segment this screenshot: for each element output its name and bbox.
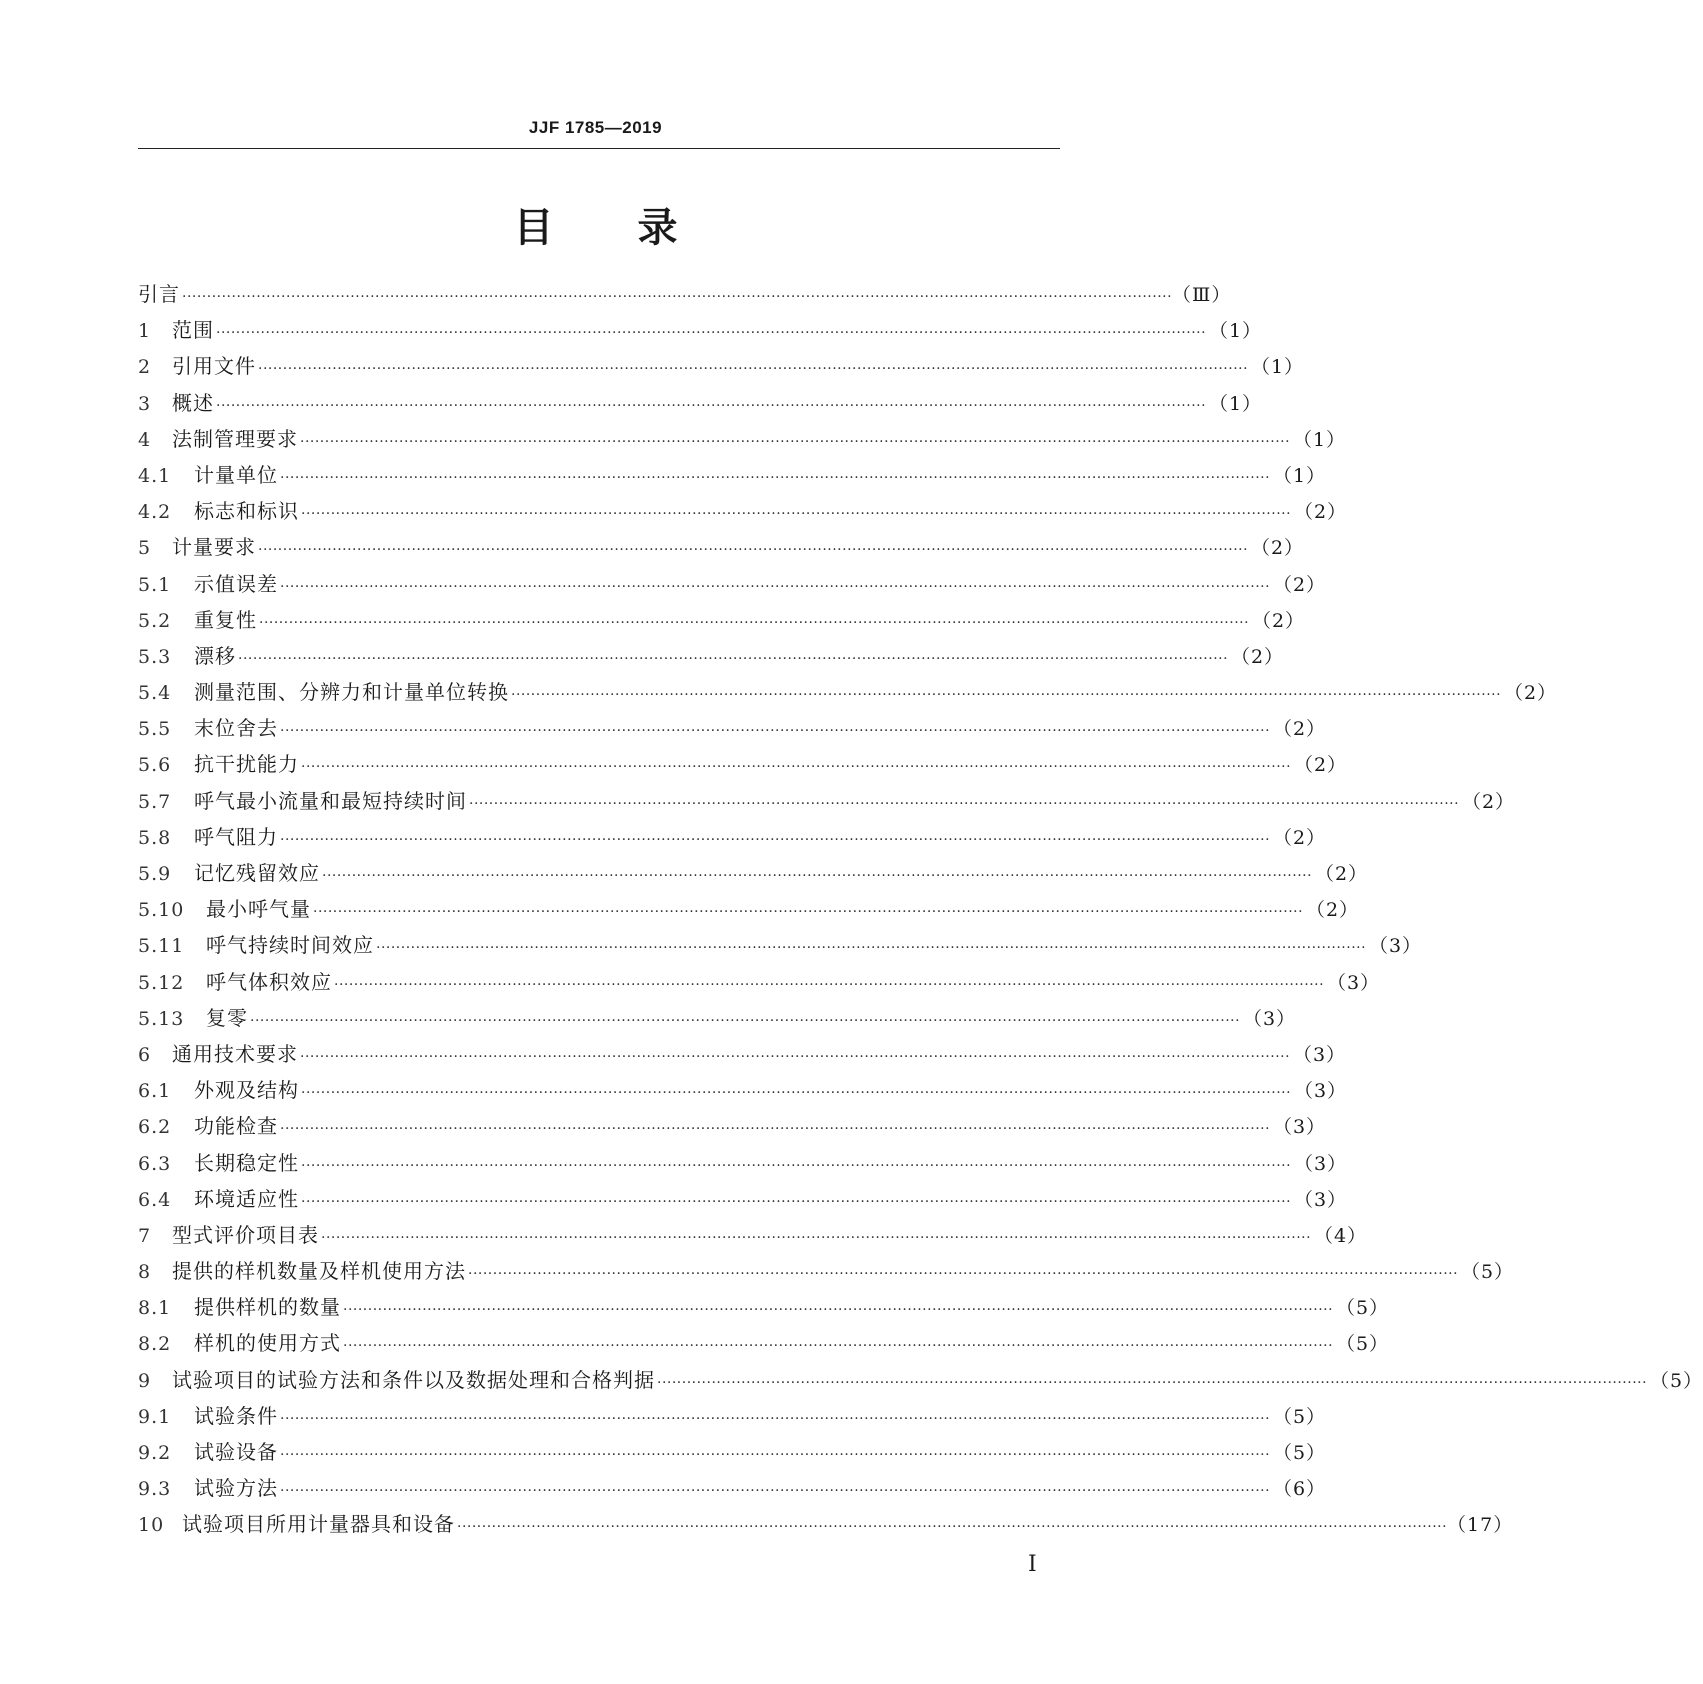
dot-leader: ········································································································································································································ <box>280 1447 1271 1463</box>
toc-entry-title: 计量要求 <box>172 535 256 560</box>
dot-leader: ········································································································································································································ <box>280 723 1271 740</box>
toc-entry-title: 呼气持续时间效应 <box>206 933 374 958</box>
toc-entry-page: （1） <box>1250 356 1305 379</box>
toc-entry-title: 重复性 <box>194 607 257 632</box>
toc-entry[interactable] <box>138 1362 1703 1398</box>
dot-leader: ········································································································································································································ <box>216 325 1207 342</box>
toc-entry-number: 5.8 <box>138 826 172 849</box>
toc-entry-title: 标志和标识 <box>194 499 299 524</box>
dot-leader: ········································································································································································································ <box>238 650 1229 667</box>
dot-leader: ········································································································································································································ <box>259 614 1250 631</box>
toc-entry-page: （3） <box>1272 1116 1327 1139</box>
dot-leader: ········································································································································································································ <box>182 289 1173 305</box>
toc-entry-number: 1 <box>138 320 152 343</box>
toc-entry-page: （2） <box>1314 863 1369 885</box>
toc-entry[interactable] <box>138 1108 1327 1144</box>
toc-entry-title: 漂移 <box>194 643 236 668</box>
toc-entry-page: （5） <box>1272 1405 1327 1428</box>
toc-entry-page: （5） <box>1272 1442 1327 1464</box>
dot-leader: ········································································································································································································ <box>343 1338 1334 1355</box>
toc-entry[interactable] <box>138 819 1327 855</box>
dot-leader: ········································································································································································································ <box>301 1085 1292 1102</box>
toc-entry[interactable] <box>138 783 1516 819</box>
toc-entry-number: 5.13 <box>138 1007 185 1030</box>
toc-entry-number: 5.12 <box>138 971 185 994</box>
toc-entry-number: 8.1 <box>138 1297 172 1320</box>
toc-entry-title: 范围 <box>172 318 214 343</box>
toc-entry-page: （3） <box>1293 1188 1348 1211</box>
toc-entry[interactable] <box>138 566 1327 602</box>
dot-leader: ········································································································································································································ <box>280 1410 1271 1427</box>
toc-entry-number: 5.4 <box>138 682 172 705</box>
toc-entry[interactable] <box>138 1398 1327 1434</box>
toc-entry[interactable] <box>138 964 1381 1000</box>
toc-entry-number: 9.2 <box>138 1442 172 1464</box>
toc-entry-page: （2） <box>1272 826 1327 849</box>
toc-entry-title: 概述 <box>172 390 214 415</box>
toc-entry-number: 5.2 <box>138 609 172 632</box>
dot-leader: ········································································································································································································ <box>258 542 1249 559</box>
toc-entry-page: （1） <box>1292 428 1347 451</box>
toc-entry-title: 法制管理要求 <box>172 426 298 451</box>
toc-entry-title: 试验项目所用计量器具和设备 <box>182 1512 455 1537</box>
dot-leader: ········································································································································································································ <box>258 361 1249 378</box>
toc-entry-title: 试验设备 <box>194 1440 278 1464</box>
toc-entry-page: （17） <box>1447 1514 1514 1537</box>
dot-leader: ········································································································································································································ <box>301 506 1292 523</box>
toc-entry-page: （2） <box>1293 754 1348 777</box>
dot-leader: ········································································································································································································ <box>280 1483 1271 1500</box>
dot-leader: ········································································································································································································ <box>216 397 1207 414</box>
toc-entry[interactable] <box>138 1145 1348 1181</box>
toc-entry[interactable] <box>138 1289 1390 1325</box>
toc-entry-page: （5） <box>1335 1297 1390 1320</box>
toc-entry-page: （1） <box>1208 320 1263 343</box>
dot-leader: ········································································································································································································ <box>300 1048 1291 1065</box>
toc-entry-page: （3） <box>1293 1152 1348 1175</box>
toc-entry-title: 环境适应性 <box>194 1186 299 1211</box>
toc-entry-number: 9 <box>138 1369 152 1392</box>
toc-entry-number: 9.3 <box>138 1478 172 1501</box>
toc-entry[interactable] <box>138 927 1423 963</box>
dot-leader: ········································································································································································································ <box>313 904 1304 921</box>
toc-entry[interactable] <box>138 602 1306 638</box>
toc-entry-number: 8.2 <box>138 1333 172 1356</box>
dot-leader: ········································································································································································································ <box>457 1519 1448 1536</box>
toc-entry-number: 6.1 <box>138 1080 172 1103</box>
toc-entry[interactable] <box>138 1217 1368 1253</box>
toc-entry-number: 6.2 <box>138 1116 172 1139</box>
toc-entry-title: 呼气体积效应 <box>206 969 332 994</box>
toc-entry[interactable] <box>138 891 1360 927</box>
toc-entry-page: （4） <box>1313 1224 1368 1247</box>
toc-entry-title: 复零 <box>206 1005 248 1030</box>
page-number: Ⅰ <box>1028 1552 1037 1577</box>
toc-entry-number: 8 <box>138 1261 152 1284</box>
toc-entry-page: （Ⅲ） <box>1172 284 1232 306</box>
toc-entry-title: 外观及结构 <box>194 1078 299 1103</box>
toc-entry[interactable] <box>138 674 1558 710</box>
toc-entry-number: 4.1 <box>138 464 172 487</box>
toc-entry-title: 示值误差 <box>194 571 278 596</box>
toc-entry-number: 3 <box>138 392 152 415</box>
toc-entry[interactable] <box>138 638 1285 674</box>
toc-entry-title: 计量单位 <box>194 462 278 487</box>
toc-entry-page: （2） <box>1250 537 1305 560</box>
toc-entry-number: 4 <box>138 428 152 451</box>
toc-entry-page: （2） <box>1272 573 1327 596</box>
toc-entry-page: （6） <box>1272 1478 1327 1501</box>
toc-entry-title: 提供样机的数量 <box>194 1295 341 1320</box>
toc-entry-title: 抗干扰能力 <box>194 752 299 777</box>
toc-entry-page: （2） <box>1230 645 1285 668</box>
document-code: JJF 1785—2019 <box>528 118 663 137</box>
toc-entry-page: （2） <box>1305 899 1360 922</box>
toc-entry-title: 通用技术要求 <box>172 1041 298 1066</box>
toc-entry-number: 6.3 <box>138 1152 172 1175</box>
toc-entry-page: （3） <box>1292 1043 1347 1066</box>
toc-entry[interactable] <box>138 1470 1327 1506</box>
toc-entry-page: （2） <box>1461 790 1516 813</box>
toc-entry-page: （2） <box>1503 682 1558 705</box>
toc-entry[interactable] <box>138 855 1369 891</box>
toc-entry-number: 6 <box>138 1043 152 1066</box>
toc-entry-page: （1） <box>1272 464 1327 487</box>
toc-entry-number: 2 <box>138 356 152 379</box>
toc-entry-page: （5） <box>1460 1261 1515 1284</box>
toc-entry[interactable] <box>138 276 1232 312</box>
toc-entry[interactable] <box>138 1072 1348 1108</box>
toc-entry[interactable] <box>138 385 1263 421</box>
toc-entry-number: 5.10 <box>138 899 185 922</box>
toc-entry-title: 功能检查 <box>194 1114 278 1139</box>
toc-entry-page: （3） <box>1368 935 1423 958</box>
toc-entry-title: 呼气阻力 <box>194 824 278 849</box>
dot-leader: ········································································································································································································ <box>468 1266 1459 1283</box>
dot-leader: ········································································································································································································ <box>469 795 1460 812</box>
dot-leader: ········································································································································································································ <box>301 759 1292 776</box>
dot-leader: ········································································································································································································ <box>280 831 1271 848</box>
dot-leader: ········································································································································································································ <box>301 1157 1292 1174</box>
toc-entry-title: 试验项目的试验方法和条件以及数据处理和合格判据 <box>172 1367 655 1392</box>
toc-entry-title: 长期稳定性 <box>194 1150 299 1175</box>
toc-entry[interactable] <box>138 1036 1347 1072</box>
dot-leader: ········································································································································································································ <box>376 940 1367 957</box>
toc-entry-number: 10 <box>138 1514 165 1537</box>
toc-entry-number: 5.1 <box>138 573 172 596</box>
toc-entry-page: （5） <box>1335 1333 1390 1356</box>
toc-entry[interactable] <box>138 1253 1515 1289</box>
toc-entry-title: 样机的使用方式 <box>194 1331 341 1356</box>
toc-entry-number: 5.9 <box>138 863 172 885</box>
toc-entry-page: （3） <box>1242 1007 1297 1030</box>
toc-entry-number: 5.7 <box>138 790 172 813</box>
toc-entry-page: （1） <box>1208 392 1263 415</box>
table-of-contents <box>138 276 1703 1543</box>
toc-entry[interactable] <box>138 348 1305 384</box>
toc-entry-title: 引用文件 <box>172 354 256 379</box>
header-divider <box>138 148 1060 149</box>
toc-entry-number: 4.2 <box>138 501 172 524</box>
dot-leader: ········································································································································································································ <box>322 868 1313 884</box>
toc-entry-number: 5.11 <box>138 935 185 958</box>
toc-entry-page: （5） <box>1649 1369 1703 1392</box>
dot-leader: ········································································································································································································ <box>321 1229 1312 1246</box>
toc-entry[interactable] <box>138 1000 1297 1036</box>
dot-leader: ········································································································································································································ <box>280 578 1271 595</box>
toc-entry[interactable] <box>138 312 1263 348</box>
dot-leader: ········································································································································································································ <box>334 976 1325 993</box>
toc-entry-number: 5.6 <box>138 754 172 777</box>
toc-entry-title: 提供的样机数量及样机使用方法 <box>172 1259 466 1284</box>
dot-leader: ········································································································································································································ <box>343 1302 1334 1319</box>
dot-leader: ········································································································································································································ <box>280 469 1271 486</box>
toc-entry-page: （3） <box>1293 1080 1348 1103</box>
toc-entry-title: 型式评价项目表 <box>172 1222 319 1247</box>
dot-leader: ········································································································································································································ <box>657 1374 1648 1391</box>
toc-entry-number: 5 <box>138 537 152 560</box>
toc-entry-page: （3） <box>1326 971 1381 994</box>
toc-entry-title: 测量范围、分辨力和计量单位转换 <box>194 680 509 705</box>
toc-entry-page: （2） <box>1251 609 1306 632</box>
toc-entry[interactable] <box>138 457 1327 493</box>
page-title: 目 录 <box>513 205 678 251</box>
toc-entry-number: 5.3 <box>138 645 172 668</box>
dot-leader: ········································································································································································································ <box>511 687 1502 704</box>
toc-entry[interactable] <box>138 1181 1348 1217</box>
toc-entry[interactable] <box>138 1506 1514 1542</box>
toc-entry-title: 引言 <box>138 282 180 306</box>
toc-entry-title: 试验条件 <box>194 1403 278 1428</box>
toc-entry[interactable] <box>138 1434 1327 1470</box>
toc-entry-number: 9.1 <box>138 1405 172 1428</box>
toc-entry[interactable] <box>138 746 1348 782</box>
toc-entry[interactable] <box>138 421 1347 457</box>
toc-entry[interactable] <box>138 710 1327 746</box>
toc-entry-title: 试验方法 <box>194 1476 278 1501</box>
dot-leader: ········································································································································································································ <box>301 1193 1292 1210</box>
toc-entry-page: （2） <box>1272 718 1327 741</box>
toc-entry-number: 5.5 <box>138 718 172 741</box>
toc-entry-page: （2） <box>1293 501 1348 524</box>
toc-entry-title: 末位舍去 <box>194 716 278 741</box>
toc-entry[interactable] <box>138 493 1348 529</box>
toc-entry-title: 呼气最小流量和最短持续时间 <box>194 788 467 813</box>
toc-entry-title: 记忆残留效应 <box>194 861 320 885</box>
dot-leader: ········································································································································································································ <box>300 433 1291 450</box>
dot-leader: ········································································································································································································ <box>250 1012 1241 1029</box>
dot-leader: ········································································································································································································ <box>280 1121 1271 1138</box>
toc-entry-number: 7 <box>138 1224 152 1247</box>
toc-entry-title: 最小呼气量 <box>206 897 311 922</box>
toc-entry[interactable] <box>138 529 1305 565</box>
toc-entry[interactable] <box>138 1325 1390 1361</box>
toc-entry-number: 6.4 <box>138 1188 172 1211</box>
